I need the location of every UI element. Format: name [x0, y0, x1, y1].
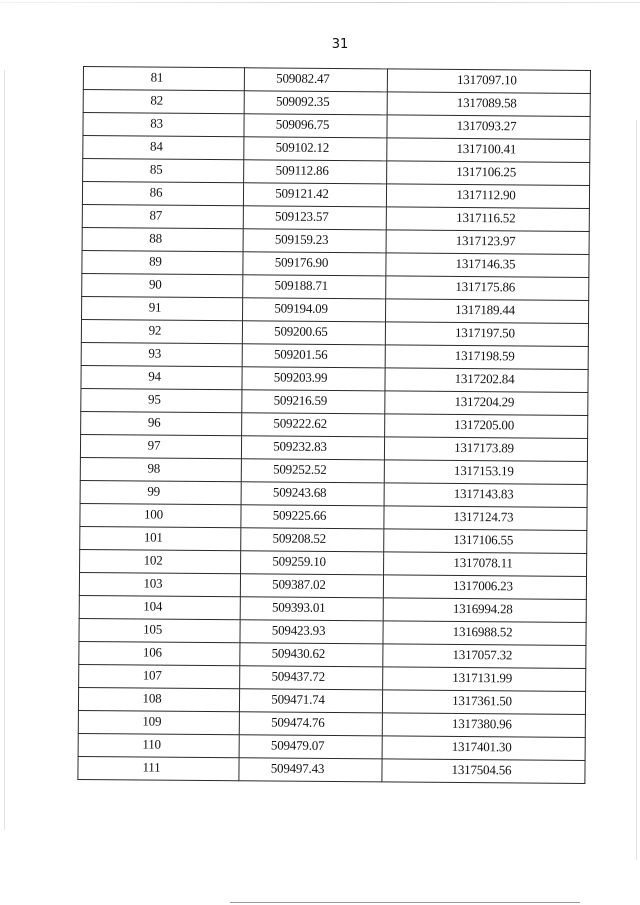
x-coordinate-cell — [240, 666, 383, 690]
cell-text: 509159.23 — [274, 231, 329, 247]
point-number-cell — [80, 549, 241, 573]
cell-text: 509259.10 — [272, 553, 326, 569]
x-coordinate-cell — [242, 344, 385, 368]
y-coordinate-cell — [387, 161, 590, 186]
cell-text: 509092.35 — [275, 93, 330, 109]
cell-text: 509123.57 — [275, 208, 329, 224]
cell-text: 509225.66 — [272, 507, 327, 523]
point-number-cell — [79, 572, 240, 596]
cell-text: 1317106.25 — [456, 163, 517, 180]
cell-text: 1317146.35 — [455, 255, 516, 272]
y-coordinate-cell — [383, 667, 586, 692]
cell-text: 509203.99 — [273, 369, 328, 385]
cell-text: 85 — [149, 161, 163, 177]
cell-text: 1317205.00 — [454, 416, 515, 433]
point-number-cell — [78, 687, 239, 711]
cell-text: 1317202.84 — [454, 370, 515, 387]
x-coordinate-cell — [242, 413, 385, 437]
y-coordinate-cell — [382, 713, 585, 738]
x-coordinate-cell — [239, 758, 382, 782]
cell-text: 509201.56 — [273, 346, 328, 362]
cell-text: 82 — [150, 92, 164, 108]
x-coordinate-cell — [244, 160, 387, 184]
point-number-cell — [82, 204, 243, 228]
cell-text: 1317078.11 — [453, 554, 513, 571]
y-coordinate-cell — [384, 437, 587, 462]
cell-text: 509437.72 — [271, 668, 325, 684]
page-number: 31 — [331, 37, 349, 52]
cell-text: 1317123.97 — [455, 232, 516, 249]
y-coordinate-cell — [386, 207, 589, 232]
cell-text: 509216.59 — [273, 392, 328, 408]
point-number-cell — [80, 434, 241, 458]
x-coordinate-cell — [242, 390, 385, 414]
cell-text: 1317131.99 — [452, 669, 513, 686]
y-coordinate-cell — [386, 230, 589, 255]
cell-text: 107 — [142, 667, 162, 683]
cell-text: 1317093.27 — [456, 117, 517, 134]
cell-text: 106 — [142, 644, 162, 660]
x-coordinate-cell — [240, 574, 383, 598]
coordinates-table-body — [78, 67, 591, 784]
x-coordinate-cell — [242, 367, 385, 391]
point-number-cell — [83, 159, 244, 183]
x-coordinate-cell — [243, 275, 386, 299]
cell-text: 94 — [148, 368, 161, 384]
x-coordinate-cell — [241, 551, 384, 575]
coordinates-table — [77, 66, 591, 784]
point-number-cell — [83, 90, 244, 114]
x-coordinate-cell — [241, 528, 384, 552]
cell-text: 509222.62 — [273, 415, 327, 431]
point-number-cell — [81, 388, 242, 412]
cell-text: 90 — [148, 276, 162, 292]
cell-text: 509121.42 — [275, 185, 329, 201]
point-number-cell — [79, 664, 240, 688]
y-coordinate-cell — [386, 276, 589, 301]
cell-text: 108 — [142, 690, 162, 706]
point-number-cell — [80, 457, 241, 481]
cell-text: 1316994.28 — [452, 600, 513, 617]
table-row — [78, 756, 585, 783]
cell-text: 1317361.50 — [452, 692, 512, 709]
x-coordinate-cell — [239, 735, 382, 759]
cell-text: 1317112.90 — [456, 186, 516, 203]
y-coordinate-cell — [382, 736, 585, 761]
point-number-cell — [82, 250, 243, 274]
point-number-cell — [78, 756, 239, 780]
scan-edge-top — [0, 2, 640, 3]
cell-text: 1317057.32 — [452, 646, 513, 663]
y-coordinate-cell — [386, 253, 589, 278]
cell-text: 509430.62 — [271, 645, 326, 661]
y-coordinate-cell — [384, 529, 587, 554]
cell-text: 1317175.86 — [455, 278, 516, 295]
point-number-cell — [79, 595, 240, 619]
point-number-cell — [78, 733, 239, 757]
cell-text: 509096.75 — [275, 116, 330, 132]
y-coordinate-cell — [385, 391, 588, 416]
x-coordinate-cell — [241, 482, 384, 506]
cell-text: 100 — [143, 506, 163, 522]
scan-edge-left — [4, 70, 5, 830]
cell-text: 84 — [150, 138, 163, 154]
cell-text: 104 — [143, 598, 163, 614]
y-coordinate-cell — [387, 115, 590, 140]
cell-text: 1317173.89 — [454, 439, 514, 456]
x-coordinate-cell — [239, 689, 382, 713]
cell-text: 1317106.55 — [453, 531, 514, 548]
cell-text: 509176.90 — [274, 254, 329, 270]
x-coordinate-cell — [241, 436, 384, 460]
scan-edge-bottom — [230, 902, 580, 903]
cell-text: 509188.71 — [274, 277, 329, 293]
cell-text: 509232.83 — [273, 438, 327, 454]
cell-text: 509102.12 — [275, 139, 330, 155]
cell-text: 509082.47 — [276, 70, 330, 86]
cell-text: 105 — [143, 621, 163, 637]
y-coordinate-cell — [384, 552, 587, 577]
cell-text: 1317143.83 — [453, 485, 514, 502]
y-coordinate-cell — [384, 483, 587, 508]
cell-text: 509194.09 — [274, 300, 328, 316]
cell-text: 1317116.52 — [456, 209, 516, 226]
y-coordinate-cell — [385, 299, 588, 324]
cell-text: 1317153.19 — [453, 462, 514, 479]
cell-text: 93 — [148, 345, 162, 361]
x-coordinate-cell — [241, 505, 384, 529]
x-coordinate-cell — [242, 321, 385, 345]
cell-text: 509208.52 — [272, 530, 327, 546]
y-coordinate-cell — [386, 184, 589, 209]
cell-text: 509479.07 — [270, 737, 325, 753]
cell-text: 98 — [147, 460, 161, 476]
point-number-cell — [79, 641, 240, 665]
y-coordinate-cell — [383, 644, 586, 669]
cell-text: 1317504.56 — [451, 761, 512, 778]
cell-text: 83 — [150, 115, 163, 131]
point-number-cell — [82, 182, 243, 206]
y-coordinate-cell — [385, 322, 588, 347]
y-coordinate-cell — [387, 92, 590, 117]
x-coordinate-cell — [243, 183, 386, 207]
y-coordinate-cell — [383, 598, 586, 623]
x-coordinate-cell — [243, 229, 386, 253]
y-coordinate-cell — [383, 621, 586, 646]
cell-text: 111 — [142, 759, 161, 775]
cell-text: 88 — [149, 230, 163, 246]
cell-text: 1317189.44 — [455, 301, 516, 318]
cell-text: 1317124.73 — [453, 508, 514, 525]
point-number-cell — [80, 480, 241, 504]
y-coordinate-cell — [387, 69, 590, 94]
cell-text: 89 — [149, 253, 162, 269]
point-number-cell — [83, 136, 244, 160]
cell-text: 1317097.10 — [456, 71, 517, 88]
scan-edge-right — [636, 120, 637, 860]
x-coordinate-cell — [244, 91, 387, 115]
point-number-cell — [83, 67, 244, 91]
y-coordinate-cell — [383, 575, 586, 600]
x-coordinate-cell — [244, 68, 387, 92]
y-coordinate-cell — [382, 690, 585, 715]
cell-text: 1317089.58 — [456, 94, 517, 111]
x-coordinate-cell — [240, 643, 383, 667]
cell-text: 1317100.41 — [456, 140, 517, 157]
x-coordinate-cell — [243, 206, 386, 230]
cell-text: 509243.68 — [272, 484, 327, 500]
point-number-cell — [82, 296, 243, 320]
cell-text: 99 — [147, 483, 161, 499]
y-coordinate-cell — [387, 138, 590, 163]
cell-text: 509200.65 — [274, 323, 328, 339]
x-coordinate-cell — [241, 459, 384, 483]
x-coordinate-cell — [243, 252, 386, 276]
cell-text: 509112.86 — [275, 162, 329, 178]
cell-text: 1316988.52 — [452, 623, 513, 640]
point-number-cell — [81, 365, 242, 389]
y-coordinate-cell — [384, 506, 587, 531]
point-number-cell — [80, 503, 241, 527]
cell-text: 87 — [149, 207, 163, 223]
cell-text: 509423.93 — [271, 622, 326, 638]
cell-text: 86 — [149, 184, 163, 200]
cell-text: 101 — [143, 529, 163, 545]
cell-text: 97 — [147, 437, 161, 453]
point-number-cell — [83, 113, 244, 137]
cell-text: 96 — [147, 414, 161, 430]
y-coordinate-cell — [385, 414, 588, 439]
cell-text: 1317197.50 — [454, 324, 515, 341]
point-number-cell — [78, 710, 239, 734]
point-number-cell — [82, 273, 243, 297]
point-number-cell — [81, 342, 242, 366]
y-coordinate-cell — [384, 460, 587, 485]
x-coordinate-cell — [239, 712, 382, 736]
cell-text: 1317204.29 — [454, 393, 515, 410]
point-number-cell — [81, 411, 242, 435]
cell-text: 110 — [142, 736, 161, 752]
x-coordinate-cell — [244, 137, 387, 161]
cell-text: 1317380.96 — [451, 715, 512, 732]
cell-text: 95 — [148, 391, 161, 407]
cell-text: 509387.02 — [272, 576, 326, 592]
point-number-cell — [79, 618, 240, 642]
cell-text: 102 — [143, 552, 163, 568]
point-number-cell — [80, 526, 241, 550]
x-coordinate-cell — [244, 114, 387, 138]
cell-text: 1317198.59 — [454, 347, 515, 364]
cell-text: 109 — [142, 713, 162, 729]
y-coordinate-cell — [382, 759, 585, 784]
cell-text: 91 — [148, 299, 162, 315]
point-number-cell — [82, 227, 243, 251]
cell-text: 1317401.30 — [451, 738, 512, 755]
x-coordinate-cell — [243, 298, 386, 322]
cell-text: 103 — [143, 575, 163, 591]
cell-text: 92 — [148, 322, 162, 338]
cell-text: 509393.01 — [271, 599, 326, 615]
x-coordinate-cell — [240, 597, 383, 621]
cell-text: 509252.52 — [273, 461, 327, 477]
cell-text: 509474.76 — [271, 714, 325, 730]
x-coordinate-cell — [240, 620, 383, 644]
point-number-cell — [81, 319, 242, 343]
y-coordinate-cell — [385, 345, 588, 370]
cell-text: 1317006.23 — [452, 577, 513, 594]
y-coordinate-cell — [385, 368, 588, 393]
cell-text: 81 — [150, 69, 164, 85]
cell-text: 509497.43 — [270, 760, 325, 776]
cell-text: 509471.74 — [271, 691, 325, 707]
